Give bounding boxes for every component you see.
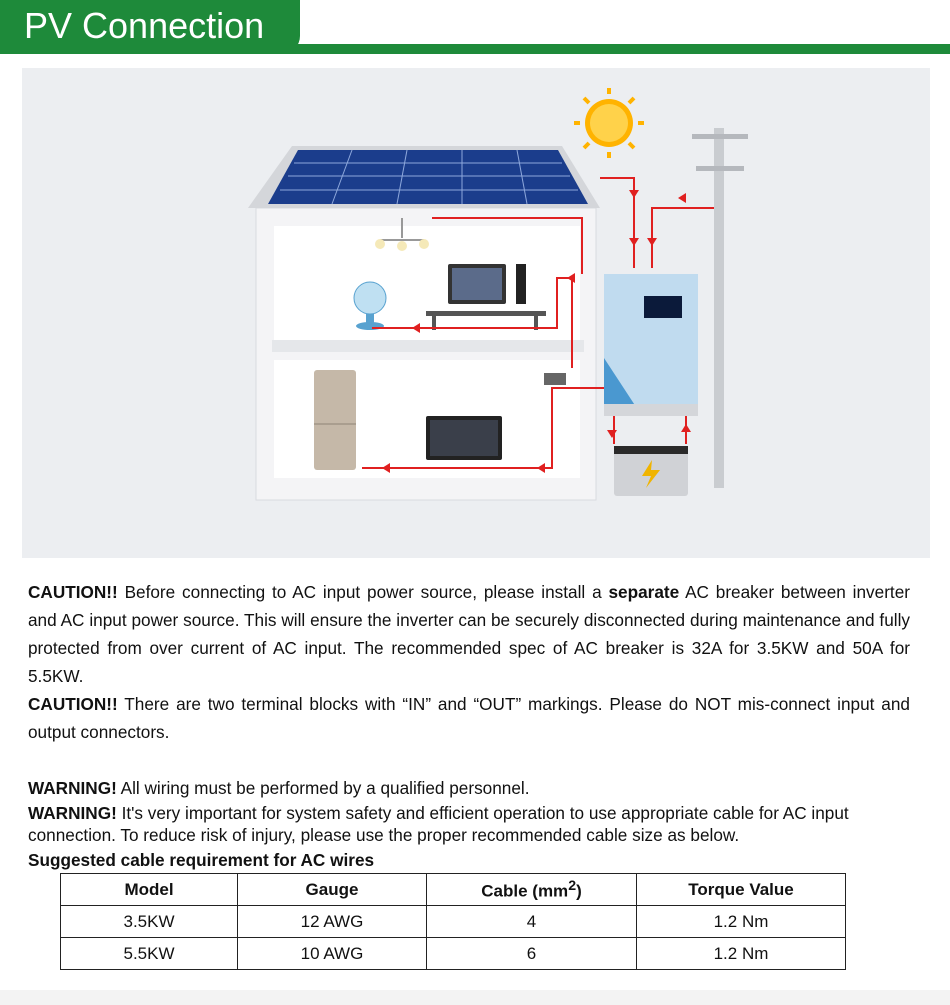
cell-cable: 4 xyxy=(427,906,637,938)
caution-bold-word: separate xyxy=(608,582,680,602)
battery-icon xyxy=(614,446,688,496)
caution-text-a: Before connecting to AC input power source, please install a xyxy=(117,582,609,602)
header-cable xyxy=(427,874,637,906)
pv-connection-diagram xyxy=(22,68,930,558)
warning-line-1 xyxy=(28,777,928,799)
cell-torque: 1.2 Nm xyxy=(637,906,846,938)
cell-torque: 1.2 Nm xyxy=(637,938,846,970)
caution-text-b: AC breaker between inverter and AC input power source. This will ensure the inverter can be securely disconnected during maintenance and fully protected from over current of AC input. The recommended spec of AC breaker is 32A for 3.5KW and 50A for 5.5KW. xyxy=(28,582,910,686)
warning-text: It's very important for system safety and efficient operation to use appropriate cable for AC input connection. To reduce risk of injury, please use the proper recommended cable size as below. xyxy=(28,803,849,845)
caution-label: CAUTION!! xyxy=(28,582,118,602)
utility-pole-icon xyxy=(692,128,748,488)
warning-label: WARNING! xyxy=(28,803,117,823)
header-model: Model xyxy=(61,874,238,906)
table-row xyxy=(61,906,846,938)
cable-table xyxy=(60,873,846,970)
header-cable-text: Cable (mm xyxy=(481,881,569,901)
warning-text: All wiring must be performed by a qualified personnel. xyxy=(116,778,530,798)
cell-cable: 6 xyxy=(427,938,637,970)
breaker-icon xyxy=(544,373,566,385)
cell-model: 5.5KW xyxy=(61,938,238,970)
header-cable-sup: 2 xyxy=(568,877,577,894)
caution-paragraph-1 xyxy=(28,578,910,690)
cell-model: 3.5KW xyxy=(61,906,238,938)
cell-gauge: 10 AWG xyxy=(238,938,427,970)
table-title: Suggested cable requirement for AC wires xyxy=(28,850,375,870)
sun-icon xyxy=(574,88,644,158)
table-row xyxy=(61,938,846,970)
footer-bar xyxy=(0,990,950,1005)
header-torque: Torque Value xyxy=(637,874,846,906)
caution-text: There are two terminal blocks with “IN” and “OUT” markings. Please do NOT mis-connect input and output connectors. xyxy=(28,694,910,742)
caution-paragraph-2 xyxy=(28,690,910,746)
warning-label: WARNING! xyxy=(28,778,117,798)
caution-label: CAUTION!! xyxy=(28,694,118,714)
page-title: PV Connection xyxy=(24,5,265,46)
inverter xyxy=(604,274,698,416)
header-cable-close: ) xyxy=(576,881,582,901)
cell-gauge: 12 AWG xyxy=(238,906,427,938)
warning-line-2 xyxy=(28,802,928,846)
table-header-row xyxy=(61,874,846,906)
television-icon xyxy=(426,416,502,460)
header xyxy=(0,0,950,58)
solar-panel xyxy=(248,146,600,208)
refrigerator-icon xyxy=(314,370,356,470)
header-gauge: Gauge xyxy=(238,874,427,906)
